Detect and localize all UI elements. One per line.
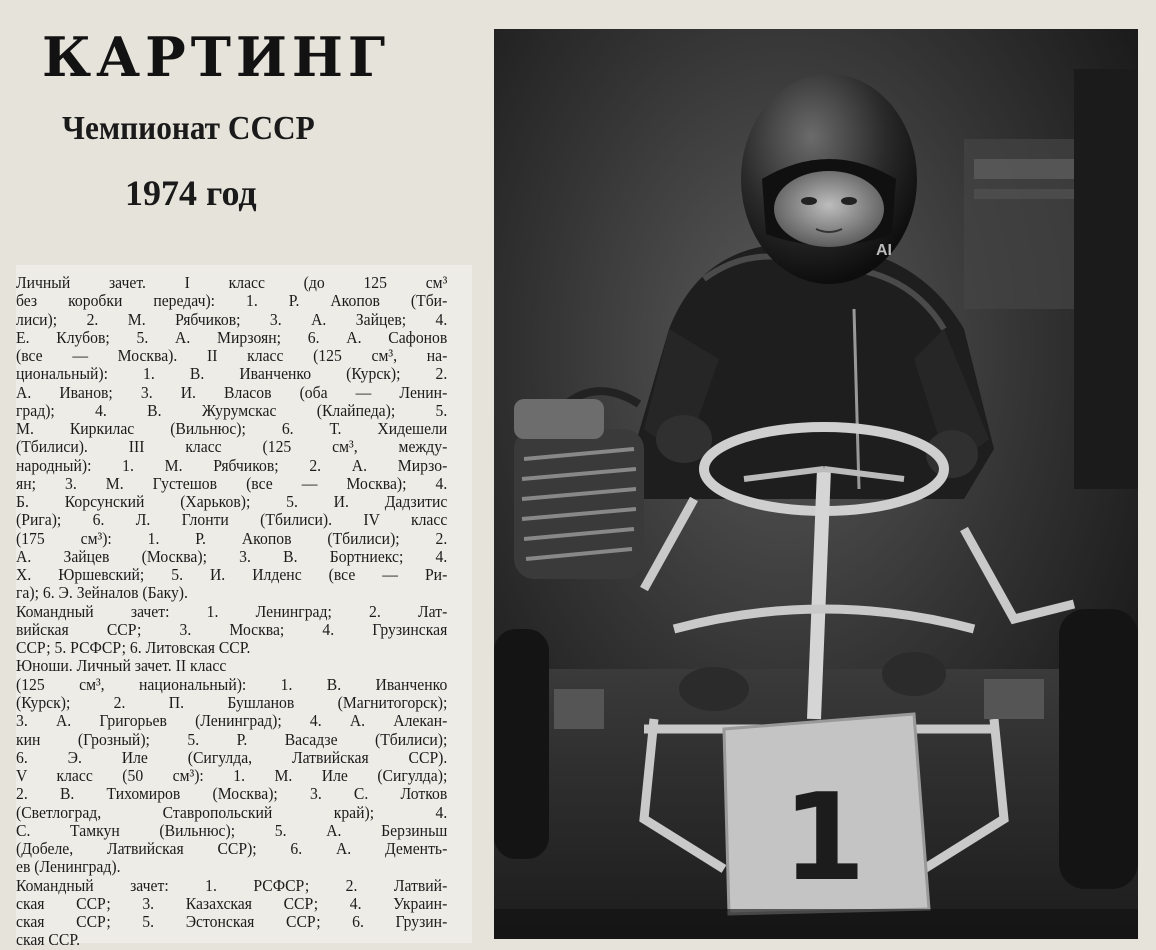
article-line: М. Киркилас (Вильнюс); 6. Т. Хидешели xyxy=(16,419,448,439)
article-line: град); 4. В. Журумскас (Клайпеда); 5. xyxy=(16,400,448,420)
text-column xyxy=(0,0,480,950)
kart-number: 1 xyxy=(782,769,866,908)
article-line: Командный зачет: 1. РСФСР; 2. Латвий- xyxy=(16,875,448,895)
article-line: V класс (50 см³): 1. М. Иле (Сигулда); xyxy=(16,766,448,786)
article-line: (Курск); 2. П. Бушланов (Магнитогорск); xyxy=(16,692,448,712)
page-title: КАРТИНГ xyxy=(42,25,391,89)
article-line: (все — Москва). II класс (125 см³, на- xyxy=(16,346,448,366)
article-line: без коробки передач): 1. Р. Акопов (Тби- xyxy=(16,291,448,311)
article-line: 3. А. Григорьев (Ленинград); 4. А. Алекан- xyxy=(16,711,448,731)
article-line: га); 6. Э. Зейналов (Баку). xyxy=(16,583,188,603)
article-line: Юноши. Личный зачет. II класс xyxy=(16,656,227,676)
article-line: ская ССР; 3. Казахская ССР; 4. Украин- xyxy=(16,893,448,913)
article-line: (125 см³, национальный): 1. В. Иванченко xyxy=(16,674,448,694)
article-line: Б. Корсунский (Харьков); 5. И. Дадзитис xyxy=(16,492,448,512)
article-line: Х. Юршевский; 5. И. Илденс (все — Ри- xyxy=(16,565,448,585)
article-line: лиси); 2. М. Рябчиков; 3. А. Зайцев; 4. xyxy=(16,309,448,329)
article-line: 6. Э. Иле (Сигулда, Латвийская ССР). xyxy=(16,747,448,767)
kart-driver-illustration xyxy=(494,29,1138,939)
article-line: народный): 1. М. Рябчиков; 2. А. Мирзо- xyxy=(16,455,448,475)
article-line: 2. В. Тихомиров (Москва); 3. С. Лотков xyxy=(16,784,448,804)
newspaper-clipping xyxy=(16,265,472,950)
article-line: ская ССР. xyxy=(16,930,81,950)
article-line: ССР; 5. РСФСР; 6. Литовская ССР. xyxy=(16,638,251,658)
page-subtitle: Чемпионат СССР xyxy=(62,110,315,147)
article-line: ская ССР; 5. Эстонская ССР; 6. Грузин- xyxy=(16,912,448,932)
article-line: С. Тамкун (Вильнюс); 5. А. Берзиньш xyxy=(16,820,448,840)
article-line: Командный зачет: 1. Ленинград; 2. Лат- xyxy=(16,601,448,621)
article-line: Личный зачет. I класс (до 125 см³ xyxy=(16,273,448,292)
visor-marking: AI xyxy=(876,242,892,259)
article-line: ев (Ленинград). xyxy=(16,857,121,877)
article-line: ян; 3. М. Густешов (все — Москва); 4. xyxy=(16,473,448,493)
article-line: циональный): 1. В. Иванченко (Курск); 2. xyxy=(16,364,448,384)
article-line: А. Иванов; 3. И. Власов (оба — Ленин- xyxy=(16,382,448,402)
article-line: (Добеле, Латвийская ССР); 6. А. Дементь- xyxy=(16,839,448,859)
article-line: кин (Грозный); 5. Р. Васадзе (Тбилиси); xyxy=(16,729,448,749)
year-heading: 1974 год xyxy=(125,173,257,213)
article-line: Е. Клубов; 5. А. Мирзоян; 6. А. Сафонов xyxy=(16,327,448,347)
article-line: (Рига); 6. Л. Глонти (Тбилиси). IV класс xyxy=(16,510,448,530)
article-line: вийская ССР; 3. Москва; 4. Грузинская xyxy=(16,619,448,639)
article-line: (Тбилиси). III класс (125 см³, между- xyxy=(16,437,448,457)
article-line: А. Зайцев (Москва); 3. В. Бортниекс; 4. xyxy=(16,546,448,566)
article-line: (Светлоград, Ставропольский край); 4. xyxy=(16,802,448,822)
karting-photo xyxy=(494,29,1138,939)
article-line: (175 см³): 1. Р. Акопов (Тбилиси); 2. xyxy=(16,528,448,548)
